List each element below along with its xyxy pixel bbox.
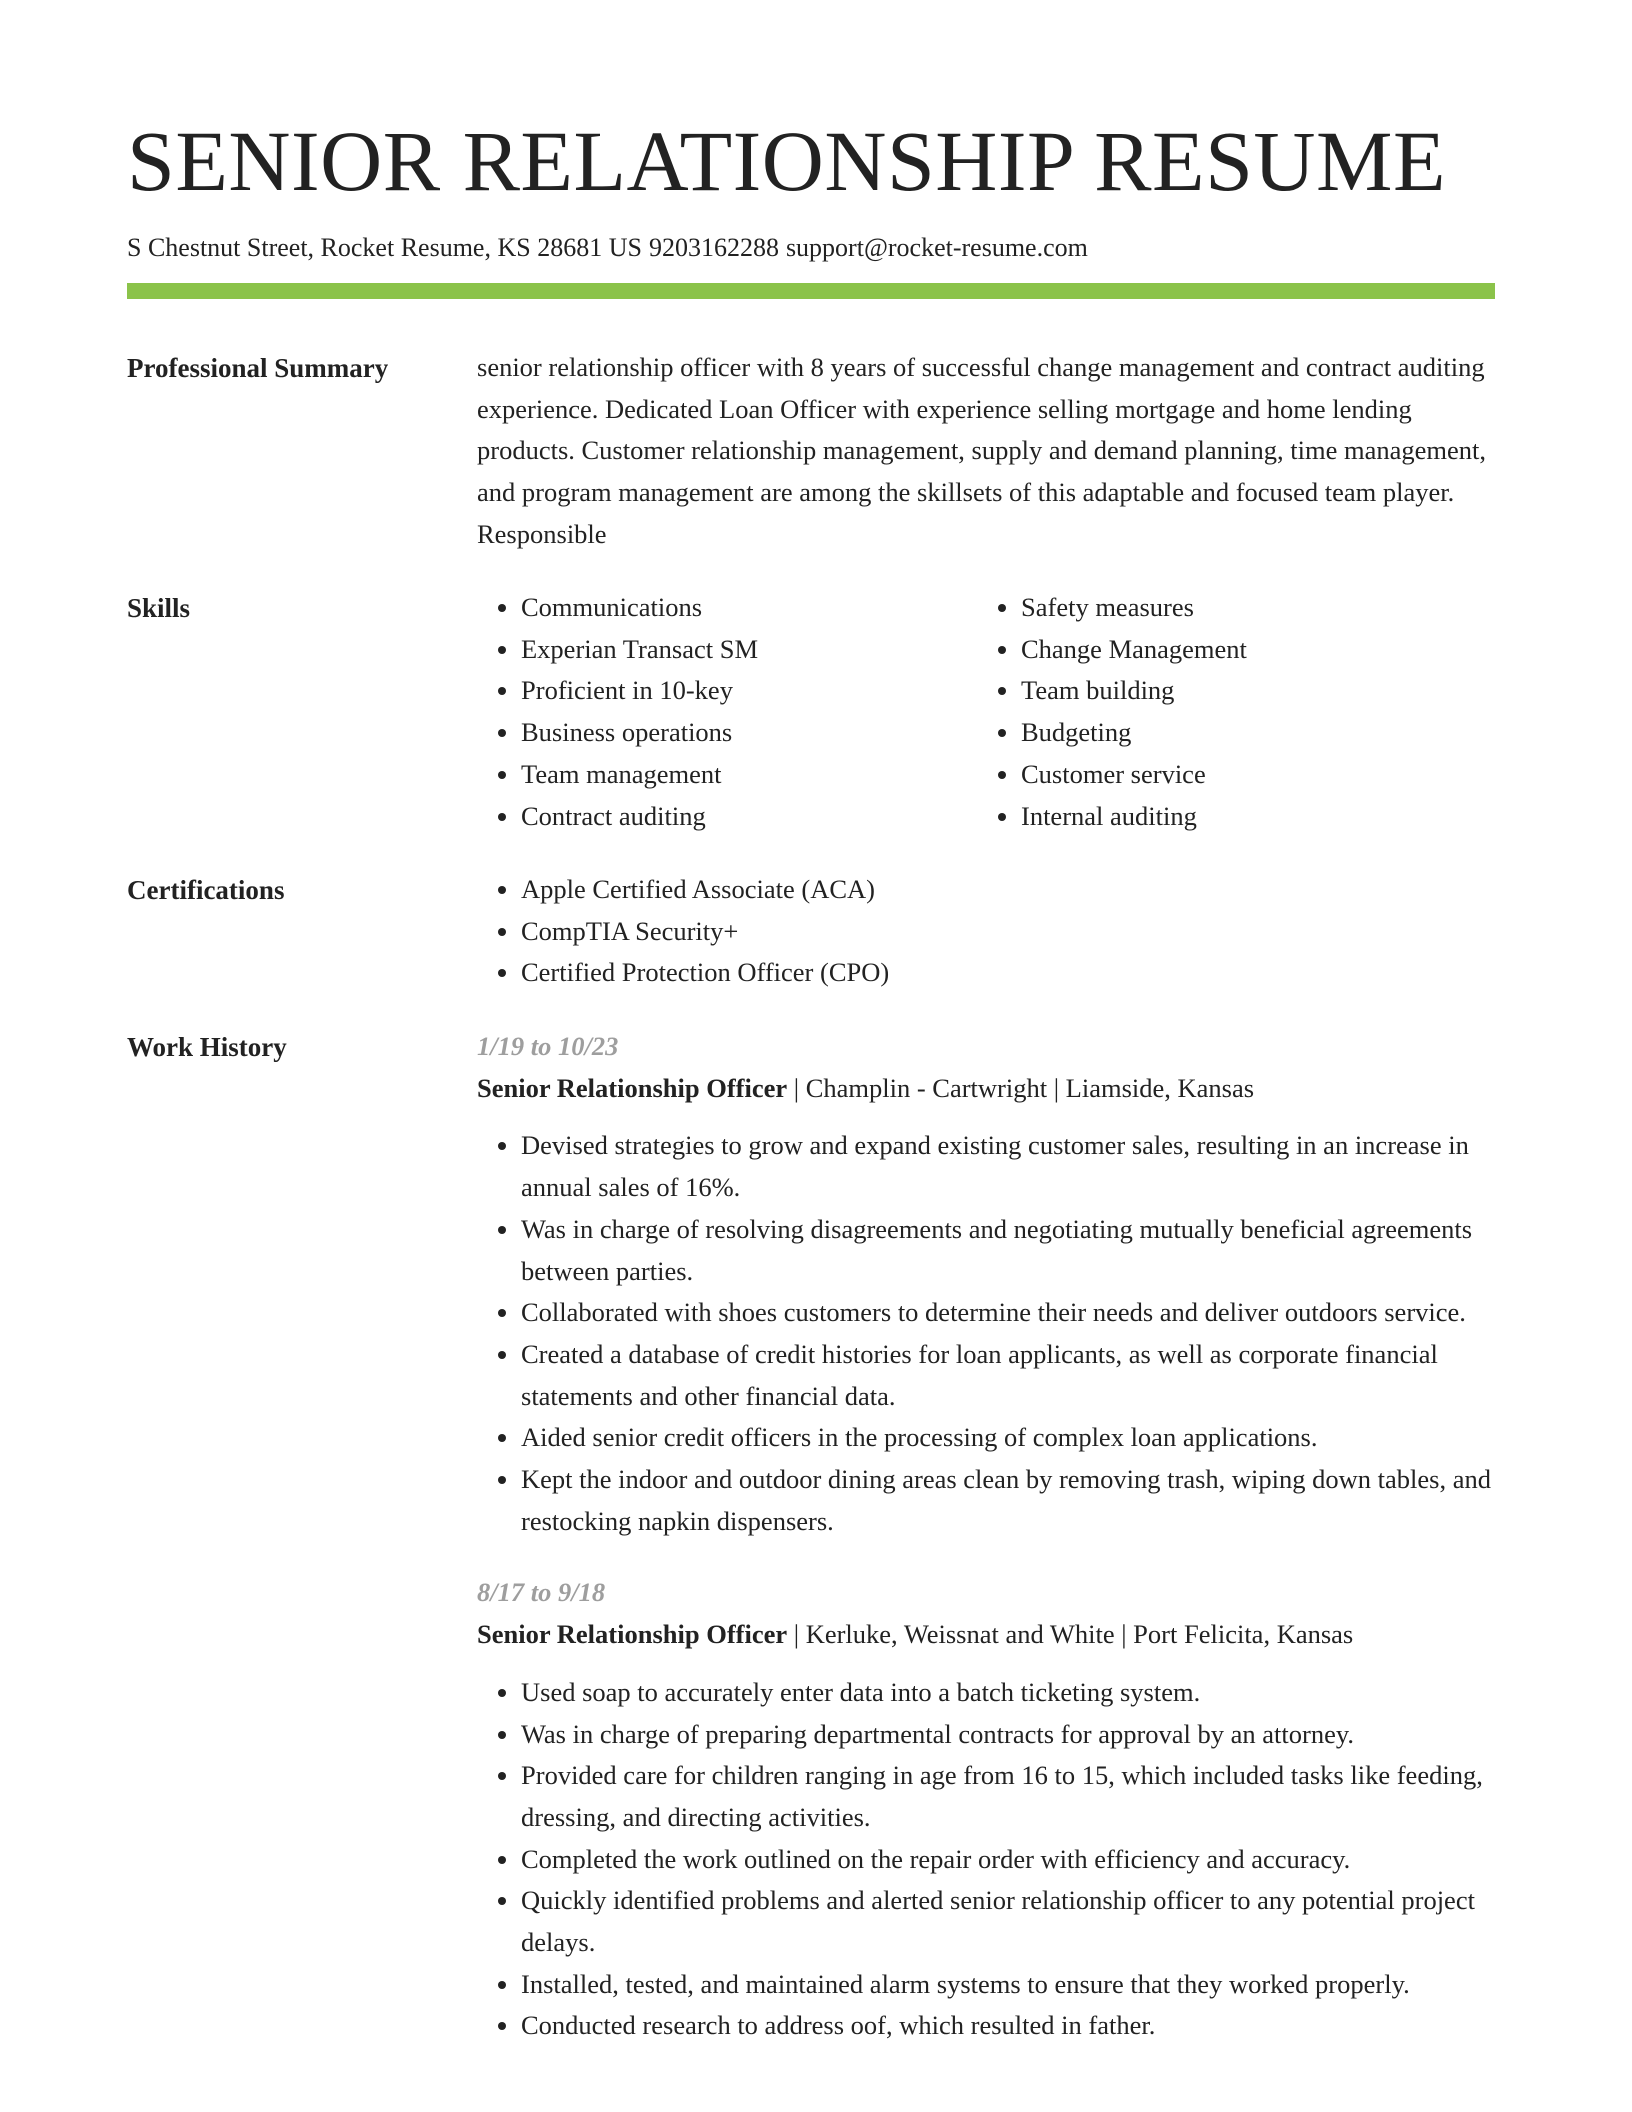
skills-list-right (977, 587, 1477, 837)
job-dates: 1/19 to 10/23 (477, 1031, 619, 1061)
job-title: Senior Relationship Officer (477, 1619, 788, 1650)
skill-item: • Contract auditing (521, 796, 977, 838)
skill-item: • Customer service (1021, 754, 1477, 796)
skill-item: • Internal auditing (1021, 796, 1477, 838)
skills-column-right (977, 587, 1477, 837)
job-bullet: • Was in charge of preparing departmental contracts for approval by an attorney. (521, 1714, 1495, 1756)
job-heading (477, 1068, 1495, 1110)
work-history-heading: Work History (127, 1032, 287, 1062)
header-divider (127, 283, 1495, 299)
contact-email: support@rocket-resume.com (785, 233, 1088, 262)
job-employer-location: | Champlin - Cartwright | Liamside, Kansas (787, 1072, 1255, 1103)
skill-item: • Budgeting (1021, 712, 1477, 754)
job-bullet: • Installed, tested, and maintained alarm systems to ensure that they worked properly. (521, 1964, 1495, 2006)
certification-item: • CompTIA Security+ (521, 911, 1495, 953)
work-history-body (477, 1026, 1495, 2077)
job-bullets (477, 1672, 1495, 2047)
summary-text: senior relationship officer with 8 years of successful change management and contract auditing experience. Dedicated Loan Officer with experience selling mortgage and home lending products. Customer relationship management, supply and demand planning, time management, and program management are among the skillsets of this adaptable and focused team player. Responsible (477, 352, 1486, 549)
job-bullet: • Aided senior credit officers in the processing of complex loan applications. (521, 1417, 1495, 1459)
job-entry (477, 1572, 1495, 2047)
skills-column-left (477, 587, 977, 837)
job-bullet: • Collaborated with shoes customers to determine their needs and deliver outdoors service. (521, 1292, 1495, 1334)
job-entry (477, 1026, 1495, 1542)
skill-item: • Communications (521, 587, 977, 629)
skills-list-left (477, 587, 977, 837)
skill-item: • Change Management (1021, 629, 1477, 671)
job-bullet: • Quickly identified problems and alerted senior relationship officer to any potential project delays. (521, 1880, 1495, 1963)
skill-item: • Experian Transact SM (521, 629, 977, 671)
job-bullet: • Was in charge of resolving disagreements and negotiating mutually beneficial agreements between parties. (521, 1209, 1495, 1292)
job-bullet: • Used soap to accurately enter data into a batch ticketing system. (521, 1672, 1495, 1714)
contact-line (127, 230, 1088, 266)
skills-body (477, 587, 1495, 837)
skills-grid (477, 587, 1495, 837)
skill-item: • Business operations (521, 712, 977, 754)
skill-item: • Safety measures (1021, 587, 1477, 629)
job-bullet: • Devised strategies to grow and expand existing customer sales, resulting in an increase in annual sales of 16%. (521, 1125, 1495, 1208)
job-bullets (477, 1125, 1495, 1542)
job-heading (477, 1614, 1495, 1656)
contact-phone: 9203162288 (648, 233, 779, 262)
contact-address: S Chestnut Street, Rocket Resume, KS 28681 US (127, 233, 642, 262)
certification-item: • Certified Protection Officer (CPO) (521, 952, 1495, 994)
resume-title: SENIOR RELATIONSHIP RESUME (127, 113, 1446, 209)
certifications-heading: Certifications (127, 875, 285, 905)
job-bullet: • Conducted research to address oof, which resulted in father. (521, 2005, 1495, 2047)
job-bullet: • Completed the work outlined on the repair order with efficiency and accuracy. (521, 1839, 1495, 1881)
summary-body (477, 347, 1495, 556)
certification-item: • Apple Certified Associate (ACA) (521, 869, 1495, 911)
certifications-list (477, 869, 1495, 994)
job-bullet: • Provided care for children ranging in age from 16 to 15, which included tasks like feeding, dressing, and directing activities. (521, 1755, 1495, 1838)
job-employer-location: | Kerluke, Weissnat and White | Port Felicita, Kansas (787, 1619, 1354, 1650)
job-bullet: • Kept the indoor and outdoor dining areas clean by removing trash, wiping down tables, and restocking napkin dispensers. (521, 1459, 1495, 1542)
job-title: Senior Relationship Officer (477, 1072, 788, 1103)
job-bullet: • Created a database of credit histories for loan applicants, as well as corporate financial statements and other financial data. (521, 1334, 1495, 1417)
summary-heading: Professional Summary (127, 353, 389, 383)
certifications-body (477, 869, 1495, 994)
skills-heading: Skills (127, 593, 191, 623)
skill-item: • Team management (521, 754, 977, 796)
job-dates: 8/17 to 9/18 (477, 1577, 606, 1608)
skill-item: • Proficient in 10-key (521, 670, 977, 712)
skill-item: • Team building (1021, 670, 1477, 712)
